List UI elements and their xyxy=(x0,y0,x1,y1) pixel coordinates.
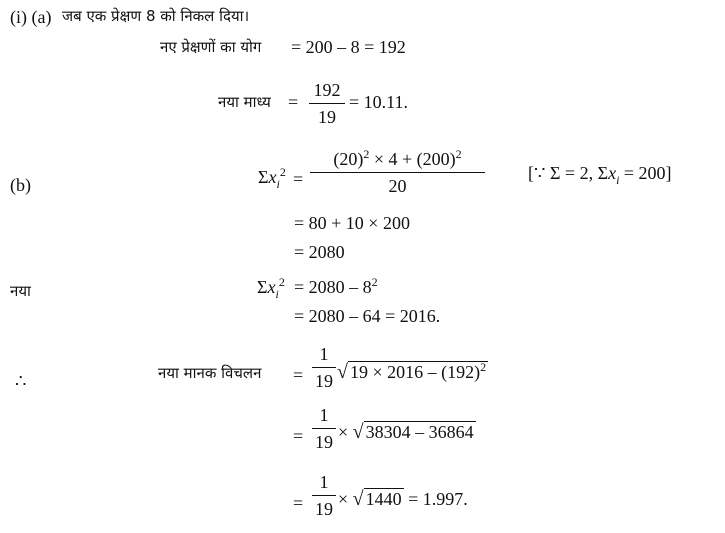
mean-equals: = xyxy=(288,92,299,112)
sd-fraction-3: $\frac{1}{19}$ xyxy=(312,473,336,518)
variance-denominator: 20 xyxy=(388,176,407,196)
mean-result: = 10.11. xyxy=(349,92,408,112)
sum-expression: = 200 – 8 = 192 xyxy=(291,37,406,57)
mean-fraction xyxy=(309,81,345,126)
part-i-a-label: (i) (a) xyxy=(10,7,52,27)
sd-sqrt-2: × √ 38304 – 36864 xyxy=(338,421,474,443)
new-line-2: = 2080 – 64 = 2016. xyxy=(294,306,441,326)
superscript-2: 2 xyxy=(279,165,286,179)
sd-equals-1: = xyxy=(293,365,304,385)
variance-numerator: $(20)^2 \times 4 + (200)^2$ xyxy=(310,150,485,173)
sd-equals-3: = xyxy=(293,493,304,513)
sd-label: नया मानक विचलन xyxy=(158,364,262,382)
given-bracket: [∵ Σ = 2, $\Sigma x_i = 200$] xyxy=(528,163,672,187)
sd-sqrt-1: √ $19 \times 2016 - (192)^2$ xyxy=(337,360,487,383)
new-label: नया xyxy=(10,282,31,300)
b-line-3: = 2080 xyxy=(294,242,345,262)
sd-equals-2: = xyxy=(293,426,304,446)
sum-label: नए प्रेक्षणों का योग xyxy=(160,38,262,56)
subscript-i: i xyxy=(276,177,280,191)
b-line-2: = 80 + 10 × 200 xyxy=(294,213,410,233)
therefore-symbol: ∴ xyxy=(15,371,27,391)
new-sum-x-squared: $\Sigma x_i^2$ xyxy=(257,275,285,301)
part-b-label: (b) xyxy=(10,175,31,195)
var-x: x xyxy=(268,167,277,187)
mean-label: नया माध्य xyxy=(218,93,271,111)
sum-x-squared xyxy=(258,165,286,191)
mean-numerator: 192 xyxy=(309,81,345,104)
sd-sqrt-3: × √ 1440 = 1.997. xyxy=(338,488,468,510)
new-expression: = $2080 - 8^2$ xyxy=(294,275,378,297)
mean-denominator: 19 xyxy=(318,107,336,127)
sd-fraction-1: $\frac{1}{19}$ xyxy=(312,345,336,390)
sd-fraction-2: $\frac{1}{19}$ xyxy=(312,406,336,451)
variance-fraction xyxy=(310,147,485,196)
part-i-a-heading: जब एक प्रेक्षण 8 को निकल दिया। xyxy=(62,7,250,25)
b-equals: = xyxy=(293,169,304,189)
sigma-symbol: Σ xyxy=(258,167,269,187)
